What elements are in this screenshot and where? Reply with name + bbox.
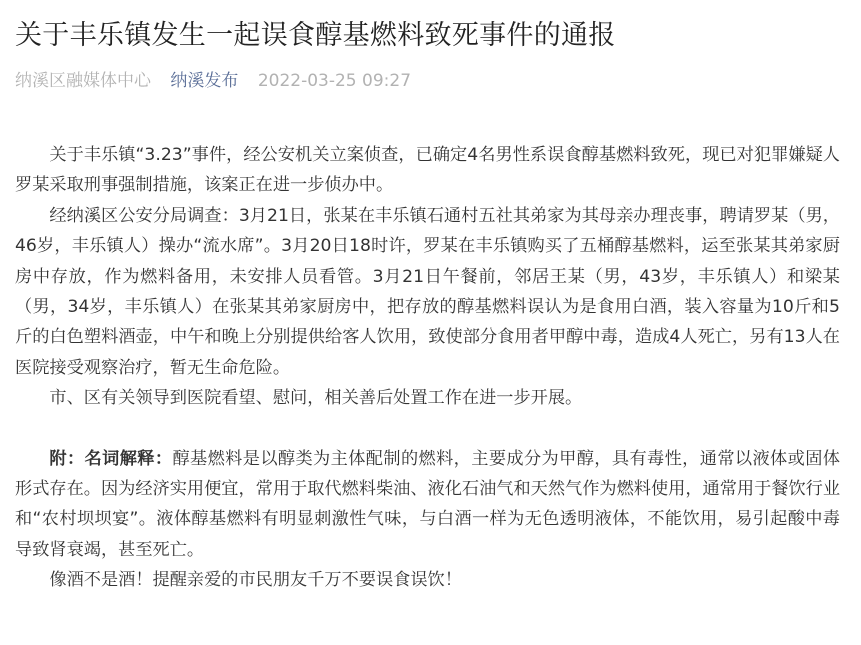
article-source: 纳溪区融媒体中心	[15, 71, 151, 91]
article-content	[15, 140, 840, 596]
paragraph-reminder: 像酒不是酒！提醒亲爱的市民朋友千万不要误食误饮！	[49, 570, 462, 591]
paragraph-investigation: 经纳溪区公安分局调查：3月21日，张某在丰乐镇石通村五社其弟家为其母亲办理丧事，聘请罗某（男，46岁，丰乐镇人）操办“流水席”。3月20日18时许，罗某在丰乐镇购买了五桶醇基燃料，运至张某其弟家厨房中存放，作为燃料备用，未安排人员看管。3月21日午餐前，邻居王某（男，43岁，丰乐镇人）和梁某（男，34岁，丰乐镇人）在张某其弟家厨房中，把存放的醇基燃料误认为是食用白酒，装入容量为10斤和5斤的白色塑料酒壶，中午和晚上分别提供给客人饮用，致使部分食用者甲醇中毒，造成4人死亡，另有13人在医院接受观察治疗，暂无生命危险。	[15, 205, 840, 378]
article	[15, 16, 840, 596]
article-meta	[15, 68, 840, 94]
article-title: 关于丰乐镇发生一起误食醇基燃料致死事件的通报	[15, 20, 616, 51]
account-link[interactable]: 纳溪发布	[170, 71, 239, 91]
paragraph-case-summary: 关于丰乐镇“3.23”事件，经公安机关立案侦查，已确定4名男性系误食醇基燃料致死，现已对犯罪嫌疑人罗某采取刑事强制措施，该案正在进一步侦办中。	[15, 145, 840, 196]
glossary-label: 附：名词解释：	[49, 448, 173, 469]
glossary-text: 醇基燃料是以醇类为主体配制的燃料，主要成分为甲醇，具有毒性，通常以液体或固体形式存在。因为经济实用便宜，常用于取代燃料柴油、液化石油气和天然气作为燃料使用，通常用于餐饮行业和“农村坝坝宴”。液体醇基燃料有明显刺激性气味，与白酒一样为无色透明液体，不能饮用，易引起酸中毒导致肾衰竭，甚至死亡。	[15, 448, 841, 560]
publish-time: 2022-03-25 09:27	[257, 71, 412, 91]
paragraph-followup: 市、区有关领导到医院看望、慰问，相关善后处置工作在进一步开展。	[49, 388, 583, 409]
paragraph-glossary	[15, 444, 840, 566]
